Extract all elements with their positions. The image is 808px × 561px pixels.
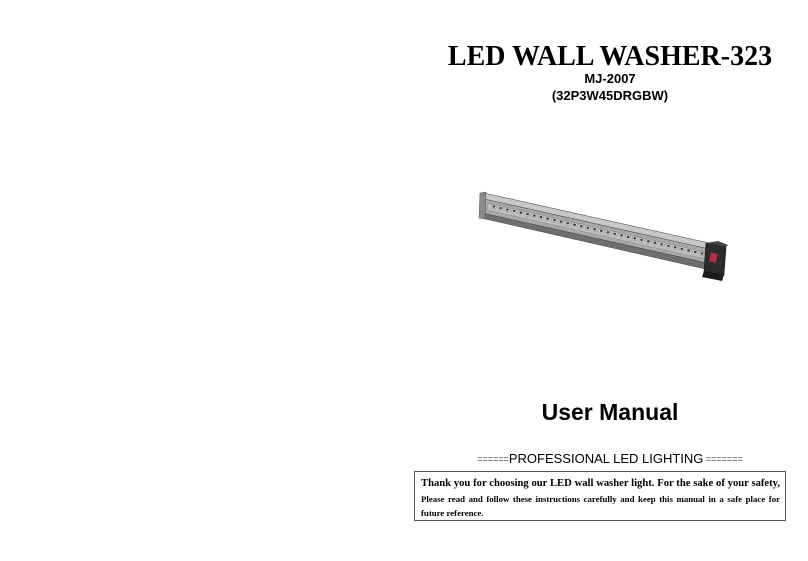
notice-line-2: Please read and follow these instructions carefully and keep this manual in a safe place for future reference. [421, 494, 780, 518]
led-lens [573, 223, 576, 225]
led-lens [593, 228, 596, 230]
led-lens [613, 233, 616, 235]
led-lens [647, 240, 650, 242]
model-code: (32P3W45DRGBW) [551, 88, 669, 103]
led-lens [634, 237, 637, 239]
led-lens [680, 248, 683, 250]
led-lens [519, 211, 522, 213]
left-end-cap [479, 192, 486, 219]
tagline-suffix: ======= [703, 454, 743, 464]
led-lens [640, 239, 643, 241]
led-lens [540, 216, 543, 218]
led-lens [580, 225, 583, 227]
led-lens [533, 214, 536, 216]
led-lens [701, 252, 704, 254]
product-title: LED WALL WASHER-323 [447, 41, 773, 72]
safety-notice-box [414, 471, 786, 521]
led-lens [687, 249, 690, 251]
notice-line-1: Thank you for choosing our LED wall washer light. For the sake of your safety, [421, 478, 780, 489]
model-number: MJ-2007 [584, 71, 636, 86]
led-lens [654, 242, 657, 244]
led-lens [620, 234, 623, 236]
led-lens [553, 219, 556, 221]
user-manual-heading: User Manual [541, 399, 679, 425]
led-lens [513, 210, 516, 212]
led-lens [600, 230, 603, 232]
led-lens [607, 231, 610, 233]
led-wall-washer-image [470, 185, 730, 295]
led-lens [493, 205, 496, 207]
led-lens [660, 243, 663, 245]
led-lens [526, 213, 529, 215]
tagline-text: PROFESSIONAL LED LIGHTING [508, 451, 704, 466]
led-lens [560, 220, 563, 222]
led-lens [499, 207, 502, 209]
led-lens [674, 246, 677, 248]
led-lens [546, 217, 549, 219]
tagline [415, 451, 805, 467]
led-lens [667, 245, 670, 247]
end-cap [702, 241, 728, 281]
tagline-prefix: ====== [477, 454, 509, 464]
led-lens [506, 208, 509, 210]
led-lens [694, 251, 697, 253]
led-lens [627, 236, 630, 238]
led-lens [566, 222, 569, 224]
led-lens [587, 227, 590, 229]
